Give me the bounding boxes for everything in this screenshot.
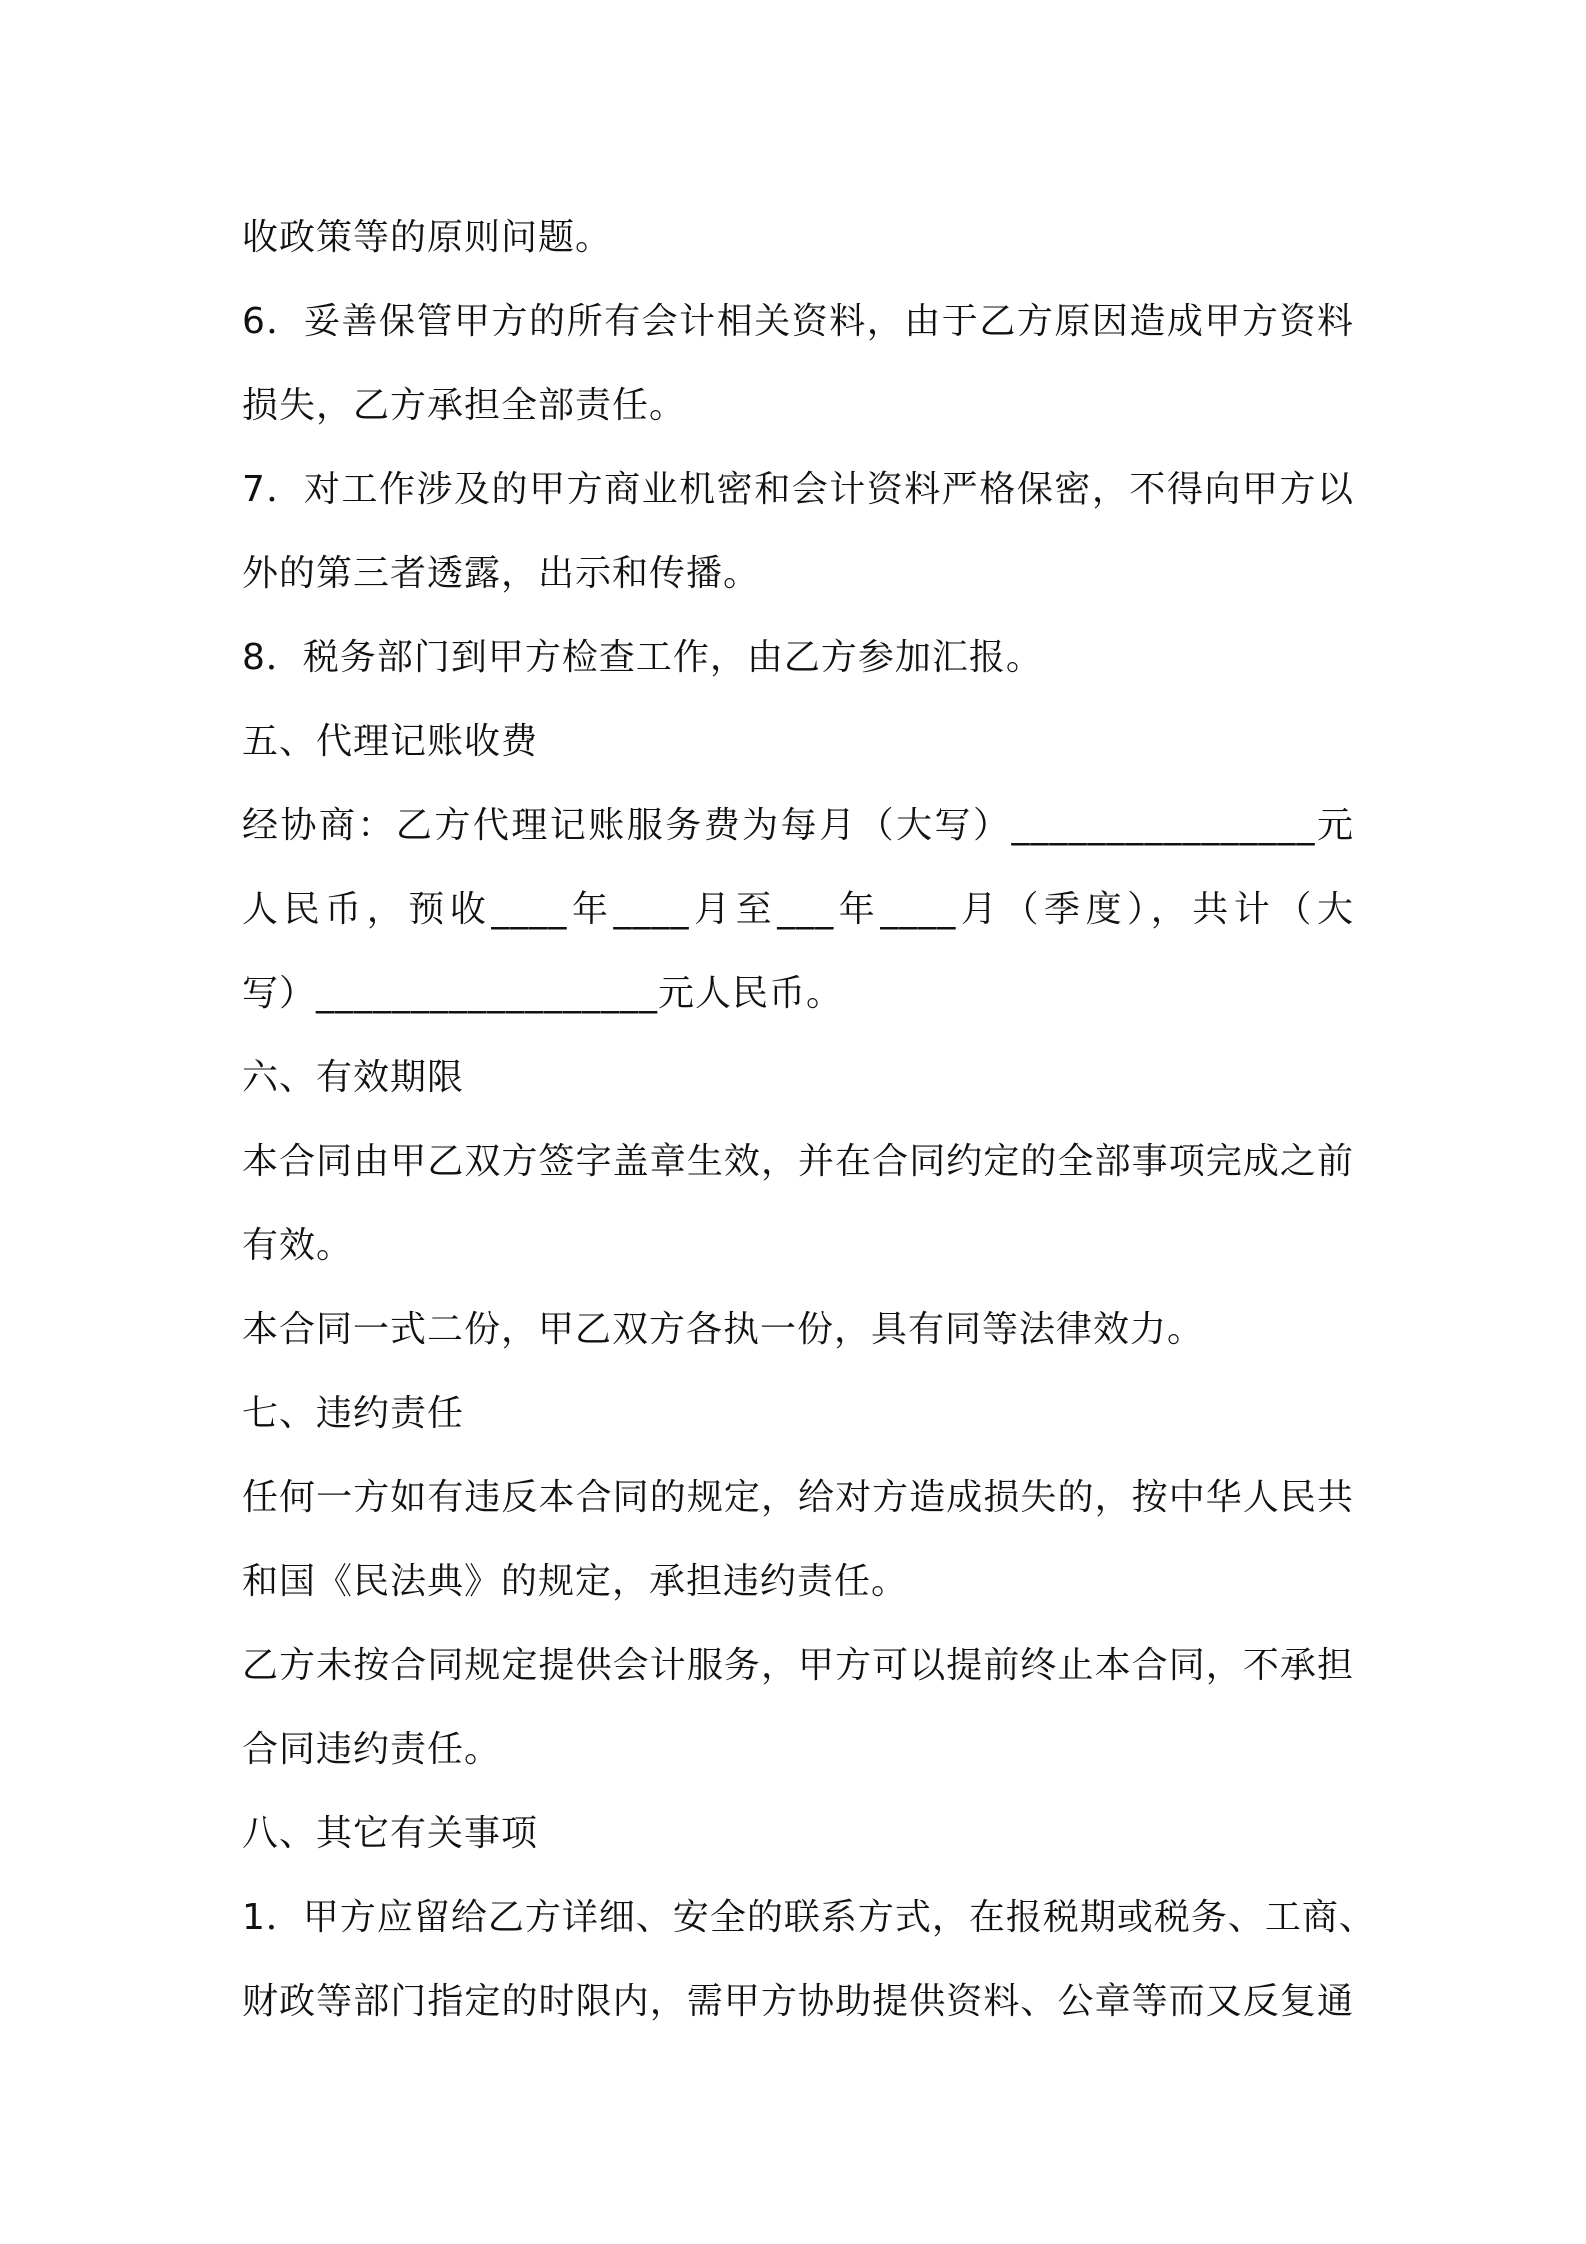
- text-line: 任何一方如有违反本合同的规定，给对方造成损失的，按中华人民共: [242, 1477, 1354, 1518]
- text-line: 收政策等的原则问题。: [242, 217, 613, 258]
- text-line: 外的第三者透露，出示和传播。: [242, 553, 761, 594]
- section-heading: 七、违约责任: [242, 1393, 465, 1434]
- text-line: 6．妥善保管甲方的所有会计相关资料，由于乙方原因造成甲方资料: [242, 301, 1354, 342]
- text-line: 8．税务部门到甲方检查工作，由乙方参加汇报。: [242, 637, 1043, 678]
- text-line: 本合同一式二份，甲乙双方各执一份，具有同等法律效力。: [242, 1309, 1205, 1350]
- text-line: 本合同由甲乙双方签字盖章生效，并在合同约定的全部事项完成之前: [242, 1141, 1354, 1182]
- section-heading: 八、其它有关事项: [242, 1813, 539, 1854]
- text-line: 写）__________________元人民币。: [242, 973, 844, 1014]
- document-body: [242, 196, 1376, 2044]
- text-line: 合同违约责任。: [242, 1729, 502, 1770]
- text-line: 经协商：乙方代理记账服务费为每月（大写）________________元: [242, 805, 1354, 846]
- text-line: 乙方未按合同规定提供会计服务，甲方可以提前终止本合同，不承担: [242, 1645, 1354, 1686]
- text-line: 财政等部门指定的时限内，需甲方协助提供资料、公章等而又反复通: [242, 1981, 1354, 2022]
- text-line: 1．甲方应留给乙方详细、安全的联系方式，在报税期或税务、工商、: [242, 1897, 1376, 1938]
- section-heading: 六、有效期限: [242, 1057, 465, 1098]
- text-line: 损失，乙方承担全部责任。: [242, 385, 687, 426]
- section-heading: 五、代理记账收费: [242, 721, 539, 762]
- text-line: 和国《民法典》的规定，承担违约责任。: [242, 1561, 909, 1602]
- text-line: 人民币，预收____年____月至___年____月（季度），共计（大: [242, 889, 1354, 930]
- text-line: 7．对工作涉及的甲方商业机密和会计资料严格保密，不得向甲方以: [242, 469, 1354, 510]
- text-line: 有效。: [242, 1225, 354, 1266]
